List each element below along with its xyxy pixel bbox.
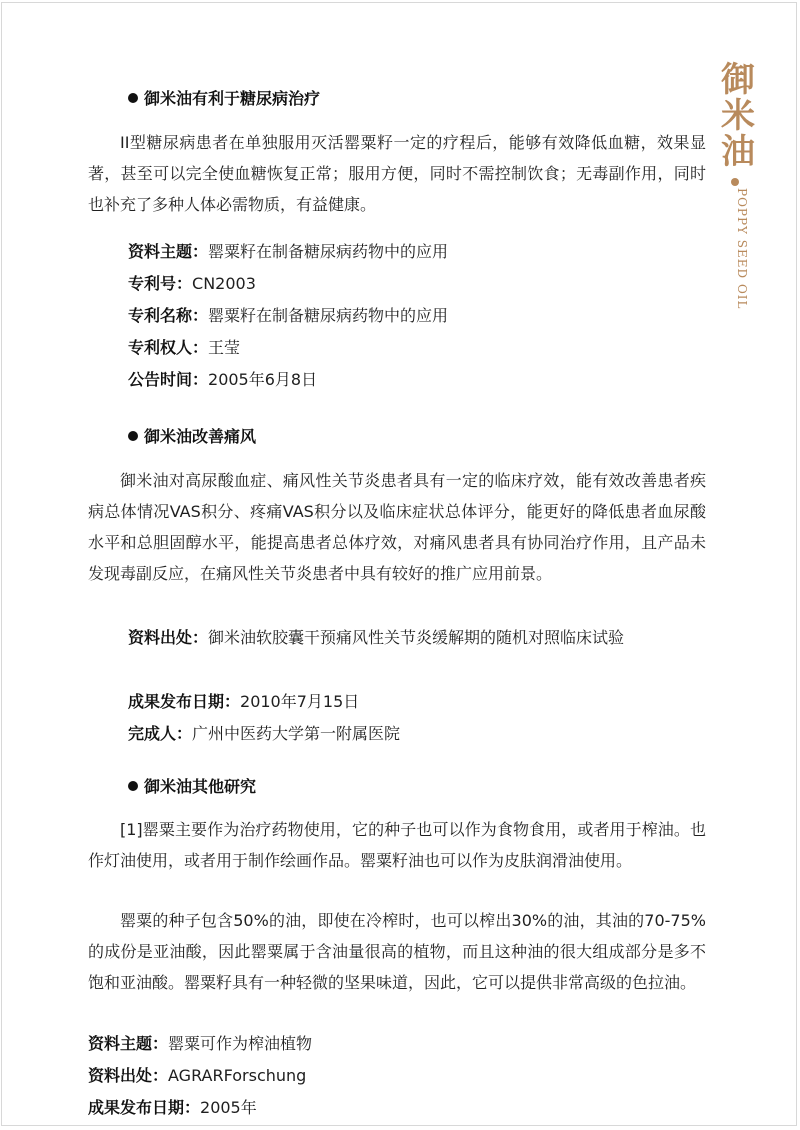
meta-row — [88, 1028, 706, 1060]
brand-char: 油 — [721, 132, 755, 172]
meta-key: 资料主题： — [128, 242, 209, 261]
meta-key: 专利名称： — [128, 306, 209, 325]
section-heading-text: 御米油改善痛风 — [144, 427, 257, 446]
meta-value: 罂粟籽在制备糖尿病药物中的应用 — [208, 306, 449, 325]
meta-row — [128, 364, 708, 396]
meta-row — [128, 300, 708, 332]
section-heading-text: 御米油其他研究 — [144, 777, 257, 796]
meta-value: 2010年7月15日 — [240, 692, 360, 711]
meta-list — [128, 686, 706, 750]
brand-logo — [712, 62, 764, 170]
section-heading — [128, 424, 256, 447]
meta-list — [128, 236, 708, 396]
meta-row — [128, 236, 708, 268]
brand-english: POPPY SEED OIL — [735, 188, 749, 310]
meta-row — [88, 1060, 706, 1092]
meta-row — [128, 686, 706, 718]
meta-key: 资料出处： — [88, 1066, 169, 1085]
meta-value: CN2003 — [192, 274, 256, 293]
meta-value: 罂粟可作为榨油植物 — [168, 1034, 313, 1053]
section-heading — [128, 86, 320, 109]
meta-value: 2005年6月8日 — [208, 370, 318, 389]
bullet-icon — [128, 93, 138, 103]
paragraph: 罂粟的种子包含50%的油，即使在冷榨时，也可以榨出30%的油，其油的70-75%的成份是亚油酸，因此罂粟属于含油量很高的植物，而且这种油的很大组成部分是多不饱和亚油酸。罂粟籽具有一种轻微的坚果味道，因此，它可以提供非常高级的色拉油。 — [88, 911, 706, 992]
section-heading — [128, 774, 256, 797]
meta-row — [128, 718, 706, 750]
meta-value: 2005年 — [200, 1098, 257, 1117]
meta-row — [128, 268, 708, 300]
meta-row — [128, 332, 708, 364]
meta-list — [88, 1028, 706, 1124]
meta-key: 成果发布日期： — [128, 692, 241, 711]
meta-key: 专利号： — [128, 274, 193, 293]
meta-value: 广州中医药大学第一附属医院 — [192, 724, 401, 743]
brand-char: 御 — [721, 60, 755, 100]
meta-key: 专利权人： — [128, 338, 209, 357]
meta-value: 王莹 — [208, 338, 241, 357]
meta-value: AGRARForschung — [168, 1066, 307, 1085]
meta-key: 资料主题： — [88, 1034, 169, 1053]
bullet-icon — [128, 781, 138, 791]
meta-source — [128, 622, 706, 653]
meta-row — [88, 1092, 706, 1124]
meta-key: 资料出处： — [128, 628, 209, 647]
section-heading-text: 御米油有利于糖尿病治疗 — [144, 89, 321, 108]
meta-key: 公告时间： — [128, 370, 209, 389]
paragraph: 御米油对高尿酸血症、痛风性关节炎患者具有一定的临床疗效，能有效改善患者疾病总体情况VAS积分、疼痛VAS积分以及临床症状总体评分，能更好的降低患者血尿酸水平和总胆固醇水平，能提高患者总体疗效，对痛风患者具有协同治疗作用，且产品未发现毒副反应，在痛风性关节炎患者中具有较好的推广应用前景。 — [88, 471, 706, 583]
paragraph: II型糖尿病患者在单独服用灭活罂粟籽一定的疗程后，能够有效降低血糖，效果显著，甚至可以完全使血糖恢复正常；服用方便，同时不需控制饮食；无毒副作用，同时也补充了多种人体必需物质，有益健康。 — [88, 133, 706, 214]
meta-value: 罂粟籽在制备糖尿病药物中的应用 — [208, 242, 449, 261]
bullet-icon — [128, 431, 138, 441]
meta-value: 御米油软胶囊干预痛风性关节炎缓解期的随机对照临床试验 — [208, 628, 625, 647]
meta-key: 成果发布日期： — [88, 1098, 201, 1117]
paragraph: [1]罂粟主要作为治疗药物使用，它的种子也可以作为食物食用，或者用于榨油。也作灯油使用，或者用于制作绘画作品。罂粟籽油也可以作为皮肤润滑油使用。 — [88, 820, 706, 870]
meta-key: 完成人： — [128, 724, 193, 743]
brand-char: 米 — [721, 96, 755, 136]
brand-dot-icon — [731, 178, 739, 186]
